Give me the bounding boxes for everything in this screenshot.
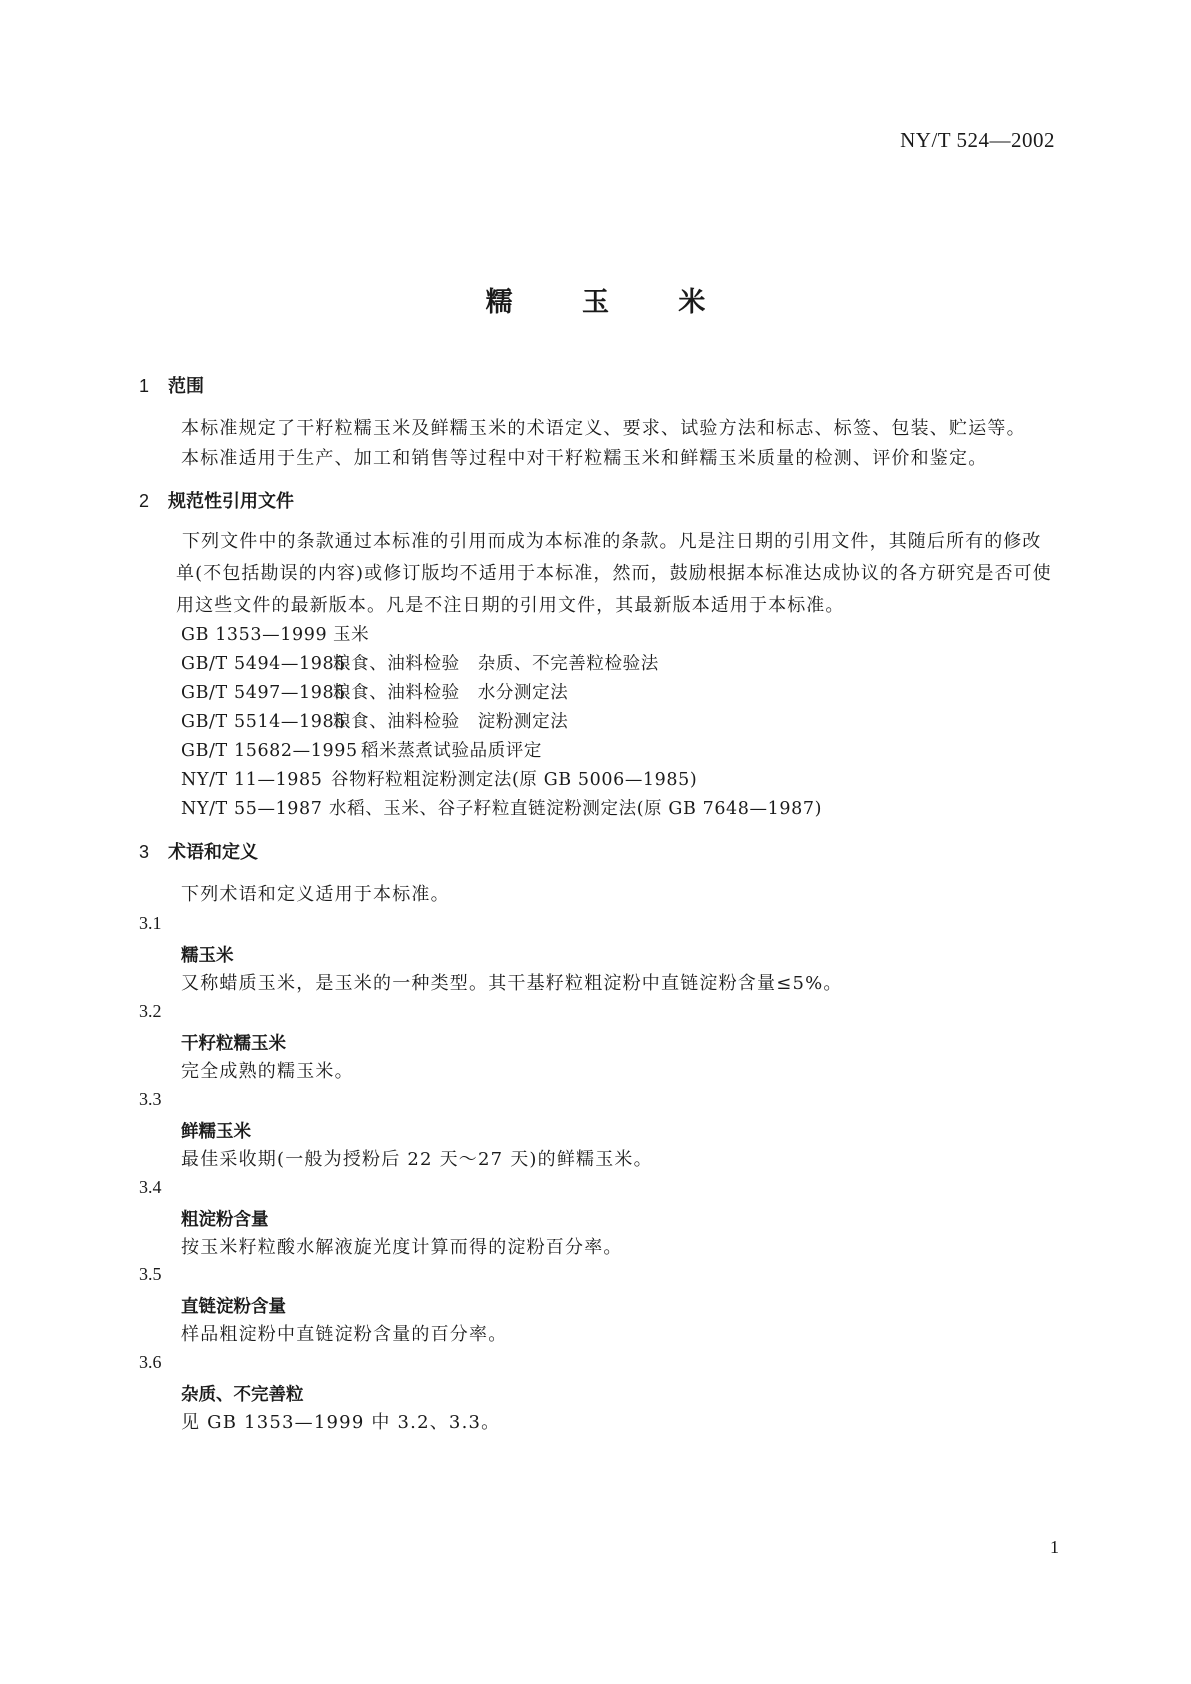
- reference-item: [181, 650, 659, 675]
- section-number: 1: [139, 376, 150, 396]
- reference-code: GB 1353—1999: [181, 625, 328, 645]
- section-1-heading: [139, 372, 204, 398]
- scope-paragraph-2: 本标准适用于生产、加工和销售等过程中对干籽粒糯玉米和鲜糯玉米质量的检测、评价和鉴定。: [181, 448, 988, 469]
- section-number: 2: [139, 491, 150, 511]
- reference-code: NY/T 11—1985: [181, 770, 323, 790]
- term-heading: 干籽粒糯玉米: [181, 1034, 286, 1054]
- reference-item: [181, 621, 369, 646]
- reference-item: [181, 795, 822, 820]
- term-definition: 样品粗淀粉中直链淀粉含量的百分率。: [181, 1324, 508, 1345]
- term-heading: 鲜糯玉米: [181, 1122, 251, 1142]
- reference-item: [181, 708, 568, 733]
- term-heading: 杂质、不完善粒: [181, 1385, 304, 1405]
- term-definition: 见 GB 1353—1999 中 3.2、3.3。: [181, 1412, 501, 1433]
- terms-intro: 下列术语和定义适用于本标准。: [181, 884, 450, 905]
- term-definition: 又称蜡质玉米，是玉米的一种类型。其干基籽粒粗淀粉中直链淀粉含量≤5%。: [181, 973, 843, 994]
- reference-code: GB/T 5514—1985: [181, 712, 346, 732]
- term-definition: 按玉米籽粒酸水解液旋光度计算而得的淀粉百分率。: [181, 1237, 623, 1258]
- reference-item: [181, 679, 568, 704]
- clause-number: 3.6: [139, 1352, 162, 1372]
- reference-title: 粮食、油料检验 杂质、不完善粒检验法: [333, 654, 659, 674]
- section-2-heading: [139, 487, 294, 513]
- term-definition: 完全成熟的糯玉米。: [181, 1061, 354, 1082]
- reference-item: [181, 737, 542, 762]
- reference-item: [181, 766, 697, 791]
- section-3-heading: [139, 838, 258, 864]
- clause-number: 3.4: [139, 1177, 162, 1197]
- term-heading: 粗淀粉含量: [181, 1210, 269, 1230]
- term-heading: 直链淀粉含量: [181, 1297, 286, 1317]
- reference-title: 玉米: [333, 625, 370, 645]
- clause-number: 3.1: [139, 913, 162, 933]
- section-title: 范围: [168, 376, 204, 397]
- reference-code: NY/T 55—1987: [181, 799, 323, 819]
- term-heading: 糯玉米: [181, 946, 234, 966]
- section-title: 规范性引用文件: [168, 491, 294, 512]
- reference-title: 粮食、油料检验 淀粉测定法: [333, 712, 569, 732]
- reference-title: 粮食、油料检验 水分测定法: [333, 683, 569, 703]
- clause-number: 3.3: [139, 1089, 162, 1109]
- scope-paragraph-1: 本标准规定了干籽粒糯玉米及鲜糯玉米的术语定义、要求、试验方法和标志、标签、包装、贮运等。: [181, 418, 1026, 439]
- reference-title: 谷物籽粒粗淀粉测定法(原 GB 5006—1985): [331, 770, 698, 790]
- page-number: 1: [1050, 1537, 1059, 1557]
- reference-title: 稻米蒸煮试验品质评定: [361, 741, 542, 761]
- reference-code: GB/T 5494—1985: [181, 654, 346, 674]
- document-title: 糯 玉 米: [485, 287, 736, 318]
- clause-number: 3.5: [139, 1264, 162, 1284]
- normative-references-intro: 下列文件中的条款通过本标准的引用而成为本标准的条款。凡是注日期的引用文件，其随后所有的修改单(不包括勘误的内容)或修订版均不适用于本标准，然而，鼓励根据本标准达成协议的各方研究是否可使用这些文件的最新版本。凡是不注日期的引用文件，其最新版本适用于本标准。: [176, 531, 1052, 616]
- clause-number: 3.2: [139, 1001, 162, 1021]
- section-number: 3: [139, 842, 150, 862]
- reference-code: GB/T 15682—1995: [181, 741, 358, 761]
- term-definition: 最佳采收期(一般为授粉后 22 天～27 天)的鲜糯玉米。: [181, 1149, 653, 1170]
- reference-title: 水稻、玉米、谷子籽粒直链淀粉测定法(原 GB 7648—1987): [329, 799, 822, 819]
- standard-code: NY/T 524—2002: [900, 128, 1055, 152]
- reference-code: GB/T 5497—1985: [181, 683, 346, 703]
- section-title: 术语和定义: [168, 842, 258, 863]
